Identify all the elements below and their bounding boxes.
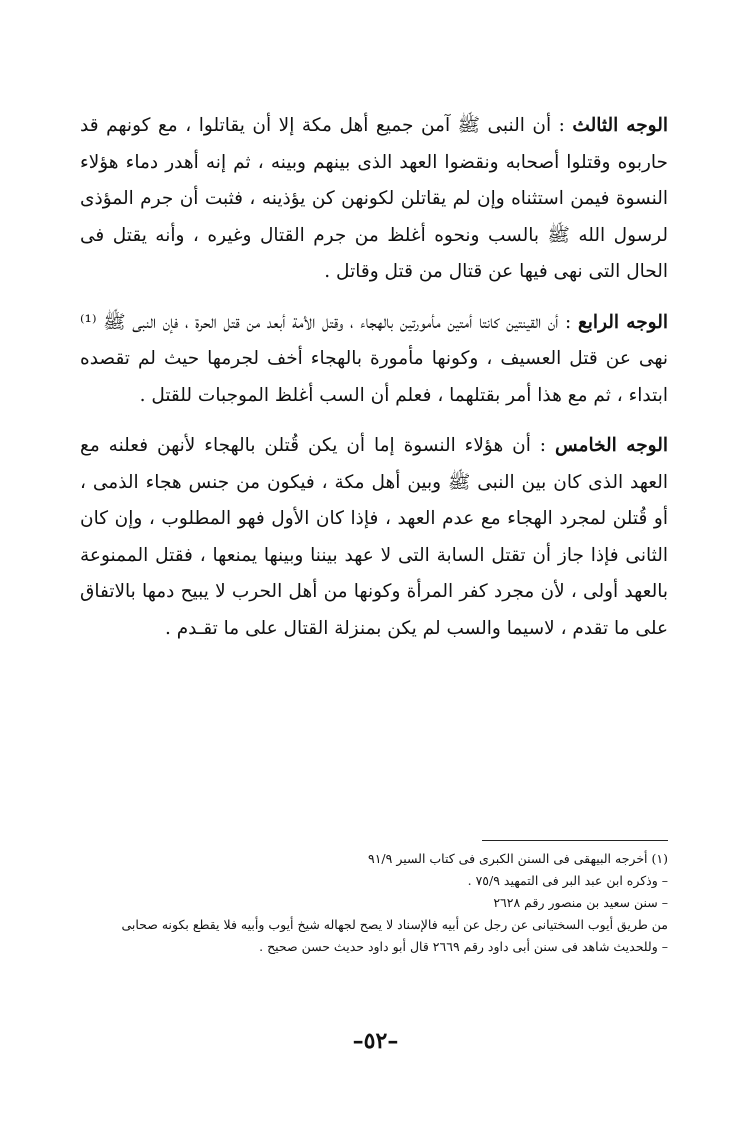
footnote-line: من طريق أيوب السختيانى عن رجل عن أبيه فالإسناد لا يصح لجهاله شيخ أيوب وأبيه فلا يقطع بكونه صحابى bbox=[121, 917, 668, 932]
paragraph-heading: الوجه الرابع bbox=[577, 311, 668, 333]
footnote-line: – وذكره ابن عبد البر فى التمهيد ٧٥/٩ . bbox=[467, 873, 668, 888]
paragraph-body: : أن هؤلاء النسوة إما أن يكن قُتلن بالهجاء لأنهن فعلنه مع العهد الذى كان بين النبى ﷺ وبين أهل مكة ، فيكون من جنس هجاء الذمى ، أو قُتلن لمجرد الهجاء مع عدم العهد ، فإذا كان الأول فهو المطلوب ، وإن كان الثانى فإذا جاز أن تقتل السابة التى لا عهد بيننا وبينها يمنعها ، فقتل الممنوعة بالعهد أولى ، لأن مجرد كفر المرأة وكونها من أهل الحرب لا يبيح دمها بالاتفاق على ما تقدم ، لاسيما والسب لم يكن بمنزلة القتال على ما تقـدم . bbox=[80, 435, 668, 639]
paragraph-third-aspect bbox=[80, 108, 668, 291]
paragraph-fifth-aspect bbox=[80, 428, 668, 647]
paragraph-heading: الوجه الخامس bbox=[554, 435, 668, 456]
paragraph-body: : أن القينتين كانتا أمتين مأمورتين بالهجاء ، وقتل الأمة أبعد من قتل الحرة ، فإن النبى ﷺ ⁽¹⁾ نهى عن قتل العسيف ، وكونها مأمورة بالهجاء أخف لجرمها حيث لم تقصده ابتداء ، ثم مع هذا أمر بقتلهما ، فعلم أن السب أغلظ الموجبات للقتل . bbox=[80, 311, 668, 406]
paragraph-heading: الوجه الثالث bbox=[572, 115, 668, 136]
footnotes bbox=[80, 848, 668, 958]
paragraph-body: : أن النبى ﷺ آمن جميع أهل مكة إلا أن يقاتلوا ، مع كونهم قد حاربوه وقتلوا أصحابه ونقضوا العهد الذى بينهم وبينه ، ثم إنه أهدر دماء هؤلاء النسوة فيمن استثناه وإن لم يقاتلن لكونهن كن يؤذينه ، فثبت أن جرم المؤذى لرسول الله ﷺ بالسب ونحوه أغلظ من جرم القتال وغيره ، وأنه يقتل فى الحال التى نهى فيها عن قتال من قتل وقاتل . bbox=[80, 115, 668, 282]
footnote-line: (١) أخرجه البيهقى فى السنن الكبرى فى كتاب السير ٩١/٩ bbox=[367, 851, 668, 866]
footnote-divider bbox=[482, 840, 668, 841]
main-text bbox=[80, 108, 668, 661]
footnote-line: – سنن سعيد بن منصور رقم ٢٦٢٨ bbox=[493, 895, 668, 910]
footnote-line: – وللحديث شاهد فى سنن أبى داود رقم ٢٦٦٩ قال أبو داود حديث حسن صحيح . bbox=[259, 939, 668, 954]
paragraph-fourth-aspect bbox=[80, 305, 668, 415]
page-number: –٥٢– bbox=[352, 1028, 399, 1054]
